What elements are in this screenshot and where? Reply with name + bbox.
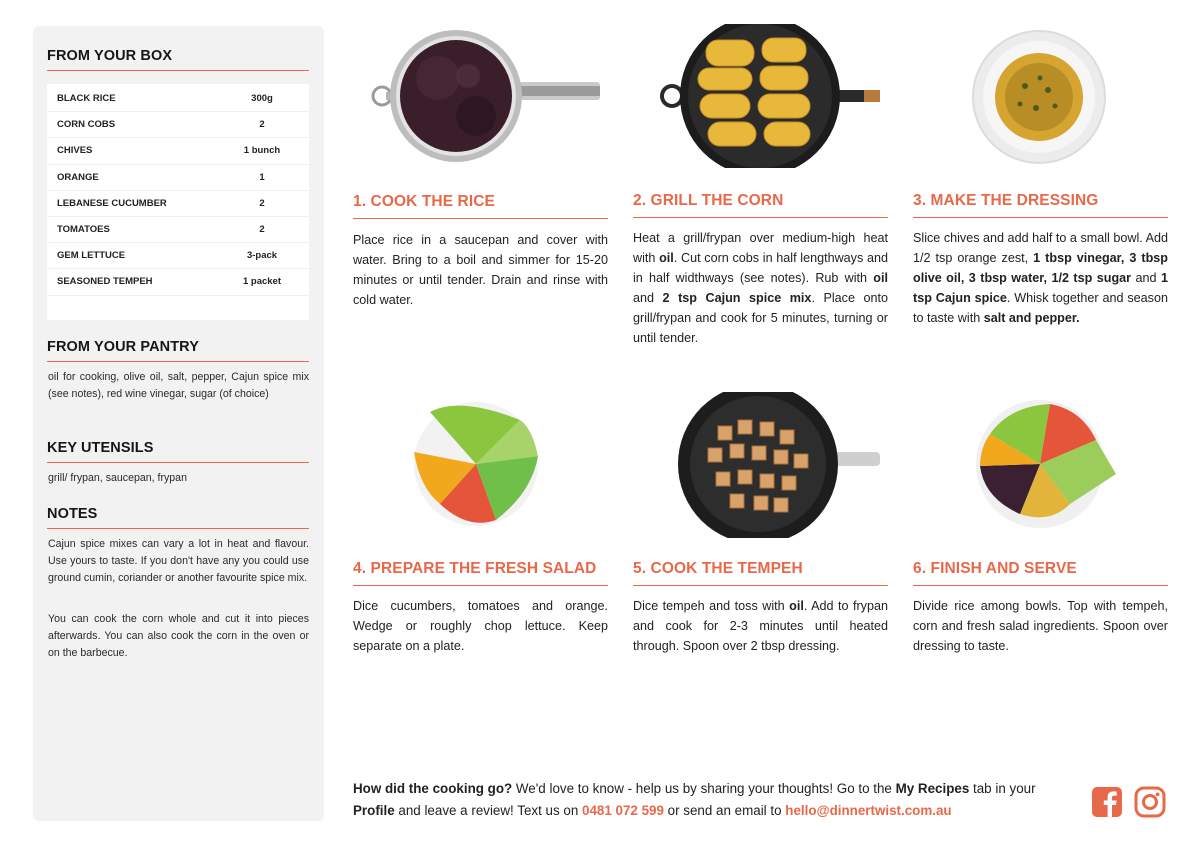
footer-text: and leave a review! Text us on <box>394 803 583 818</box>
pantry-text: oil for cooking, olive oil, salt, pepper, Cajun spice mix (see notes), red wine vinegar, sugar (of choice) <box>48 371 309 400</box>
step-1-instructions <box>353 230 608 310</box>
utensils-text: grill/ frypan, saucepan, frypan <box>48 472 187 484</box>
bold-ingredient-text: 1 tsp Cajun spice <box>913 271 1168 305</box>
step-3-title: 3. MAKE THE DRESSING <box>913 192 1168 218</box>
footer-text: We'd love to know - help us by sharing your thoughts! Go to the <box>512 781 896 796</box>
ingredient-name: TOMATOES <box>57 224 110 236</box>
bold-ingredient-text: 1 tbsp vinegar, 3 tbsp olive oil, 3 tbsp water, 1/2 tsp sugar <box>913 251 1168 285</box>
box-ingredient-row <box>47 217 309 243</box>
footer-emphasis: Profile <box>353 803 395 818</box>
black-rice-saucepan-image <box>368 28 602 164</box>
bold-ingredient-text: oil <box>789 599 804 613</box>
box-ingredient-row <box>47 165 309 191</box>
feedback-footer <box>353 778 1073 822</box>
footer-emphasis: How did the cooking go? <box>353 781 513 796</box>
ingredient-quantity: 1 bunch <box>243 145 281 157</box>
phone-link[interactable]: 0481 072 599 <box>582 803 664 818</box>
instruction-text: and <box>633 291 663 305</box>
step-6-title: 6. FINISH AND SERVE <box>913 560 1168 586</box>
instruction-text: . Add to frypan and cook for 2-3 minutes until heated through. Spoon over 2 tbsp dressing. <box>633 599 888 653</box>
box-ingredient-row <box>47 191 309 217</box>
ingredient-name: CHIVES <box>57 145 93 157</box>
box-ingredient-row <box>47 243 309 269</box>
corn-grill-pan-image <box>660 24 882 168</box>
box-ingredients-table <box>47 84 309 320</box>
box-ingredient-row <box>47 138 309 164</box>
ingredient-name: LEBANESE CUCUMBER <box>57 197 167 209</box>
step-4-title: 4. PREPARE THE FRESH SALAD <box>353 560 608 586</box>
step-5-instructions <box>633 596 888 656</box>
bold-ingredient-text: oil <box>873 271 888 285</box>
step-1-title: 1. COOK THE RICE <box>353 193 608 219</box>
step-3-instructions <box>913 228 1168 328</box>
instruction-text: . Cut corn cobs in half lengthways and in half widthways (see notes). Rub with <box>633 251 888 285</box>
ingredient-name: BLACK RICE <box>57 93 116 105</box>
ingredient-quantity: 2 <box>259 224 265 236</box>
step-6-instructions <box>913 596 1168 656</box>
ingredient-name: GEM LETTUCE <box>57 250 126 262</box>
finished-bowl-image <box>970 394 1120 530</box>
instruction-text: and <box>1131 271 1161 285</box>
ingredient-quantity: 2 <box>259 119 265 131</box>
email-link[interactable]: hello@dinnertwist.com.au <box>785 803 952 818</box>
step-5-title: 5. COOK THE TEMPEH <box>633 560 888 586</box>
pantry-title: FROM YOUR PANTRY <box>47 339 309 362</box>
dressing-bowl-image <box>970 28 1108 166</box>
box-title: FROM YOUR BOX <box>47 48 309 71</box>
bold-ingredient-text: 2 tsp Cajun spice mix <box>662 291 812 305</box>
ingredient-quantity: 300g <box>251 93 273 105</box>
instruction-text: Dice cucumbers, tomatoes and orange. Wedge or roughly chop lettuce. Keep separate on a plate. <box>353 599 608 653</box>
ingredient-name: SEASONED TEMPEH <box>57 276 153 288</box>
facebook-icon[interactable] <box>1091 786 1123 818</box>
instruction-text: Divide rice among bowls. Top with tempeh, corn and fresh salad ingredients. Spoon over dressing to taste. <box>913 599 1168 653</box>
bold-ingredient-text: oil <box>659 251 674 265</box>
instruction-text: Heat a grill/frypan over medium-high heat with <box>633 231 888 265</box>
ingredients-sidebar <box>33 26 324 821</box>
ingredient-name: ORANGE <box>57 171 99 183</box>
ingredient-quantity: 2 <box>259 197 265 209</box>
footer-text: or send an email to <box>663 803 786 818</box>
instruction-text: Slice chives and add half to a small bowl. Add 1/2 tsp orange zest, <box>913 231 1168 265</box>
box-ingredient-row <box>47 86 309 112</box>
ingredient-name: CORN COBS <box>57 119 116 131</box>
instruction-text: . Place onto grill/frypan and cook for 5 minutes, turning or until tender. <box>633 291 889 345</box>
instagram-icon[interactable] <box>1134 786 1166 818</box>
instruction-text: Place rice in a saucepan and cover with water. Bring to a boil and simmer for 15-20 minutes or until tender. Drain and rinse with cold water. <box>353 233 608 307</box>
step-2-title: 2. GRILL THE CORN <box>633 192 888 218</box>
step-2-instructions <box>633 228 888 348</box>
ingredient-quantity: 1 <box>259 171 265 183</box>
utensils-title: KEY UTENSILS <box>47 440 309 463</box>
tempeh-frypan-image <box>668 392 884 538</box>
instruction-text: . Whisk together and season to taste with <box>913 291 1168 325</box>
notes-paragraph-1: Cajun spice mixes can vary a lot in heat and flavour. Use yours to taste. If you don't have any you could use ground cumin, coriander or another favourite spice mix. <box>48 538 309 584</box>
instruction-text: Dice tempeh and toss with <box>633 599 790 613</box>
step-4-instructions <box>353 596 608 656</box>
notes-paragraph-2: You can cook the corn whole and cut it into pieces afterwards. You can also cook the corn in the oven or on the barbecue. <box>48 613 309 659</box>
ingredient-quantity: 3-pack <box>246 250 278 262</box>
footer-text: tab in your <box>969 781 1036 796</box>
notes-title: NOTES <box>47 506 309 529</box>
box-ingredient-row <box>47 269 309 295</box>
footer-emphasis: My Recipes <box>895 781 970 796</box>
ingredient-quantity: 1 packet <box>242 276 282 288</box>
box-ingredient-row <box>47 112 309 138</box>
bold-ingredient-text: salt and pepper. <box>983 311 1080 325</box>
fresh-salad-plate-image <box>410 392 542 534</box>
